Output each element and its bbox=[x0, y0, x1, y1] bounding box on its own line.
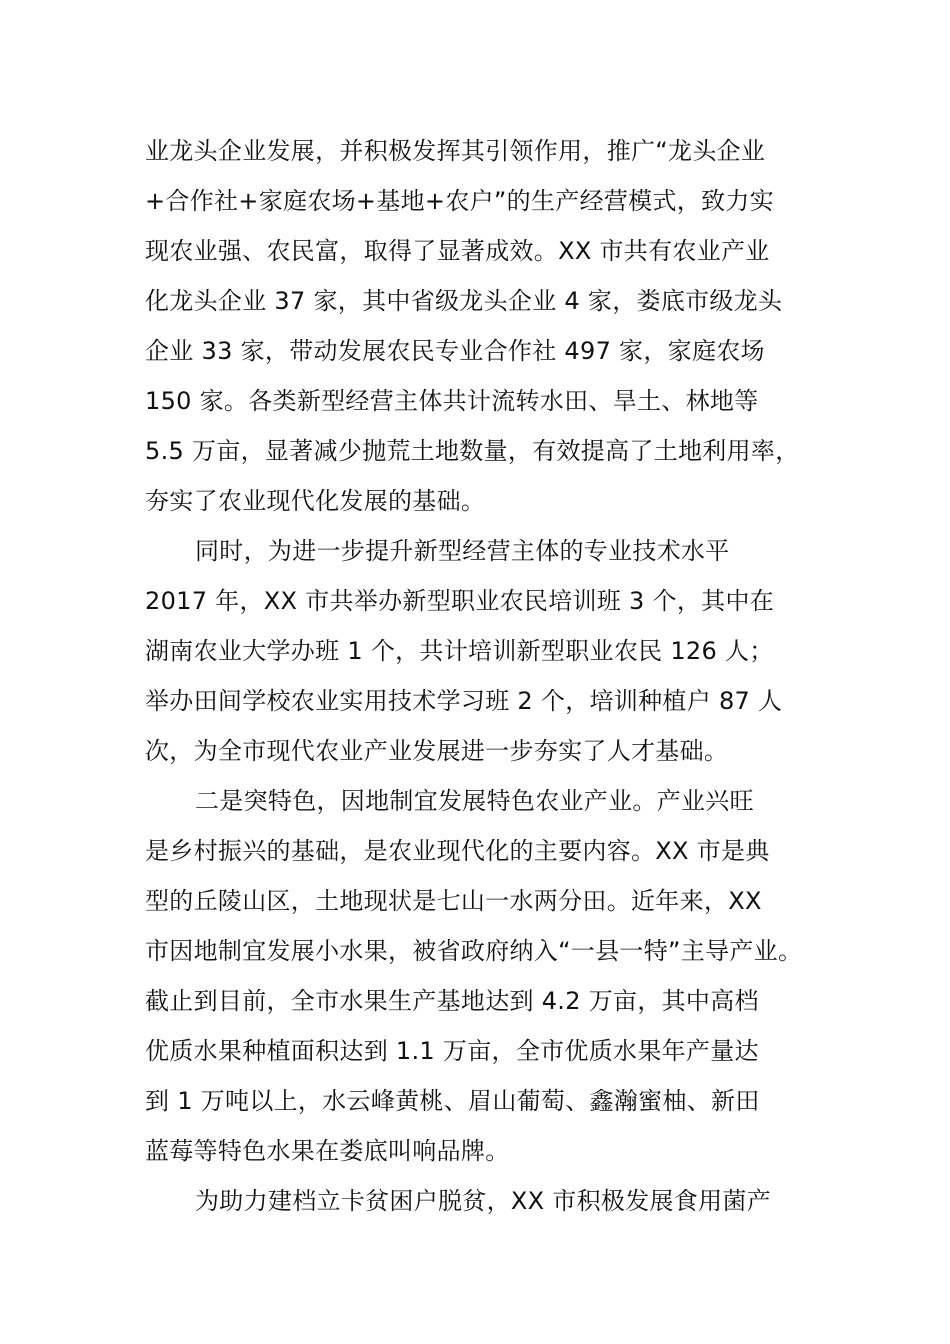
text-line: 现农业强、农民富，取得了显著成效。XX 市共有农业产业 bbox=[145, 237, 770, 265]
text-line: 蓝莓等特色水果在娄底叫响品牌。 bbox=[145, 1137, 510, 1165]
text-line: 企业 33 家，带动发展农民专业合作社 497 家，家庭农场 bbox=[145, 337, 765, 365]
text-line: 是乡村振兴的基础，是农业现代化的主要内容。XX 市是典 bbox=[145, 837, 770, 865]
text-line: +合作社+家庭农场+基地+农户”的生产经营模式，致力实 bbox=[145, 187, 774, 215]
text-line: 化龙头企业 37 家，其中省级龙头企业 4 家，娄底市级龙头 bbox=[145, 287, 783, 315]
text-line: 2017 年，XX 市共举办新型职业农民培训班 3 个，其中在 bbox=[145, 587, 775, 615]
paragraph-start-line: 为助力建档立卡贫困户脱贫，XX 市积极发展食用菌产 bbox=[195, 1187, 772, 1215]
text-line: 夯实了农业现代化发展的基础。 bbox=[145, 487, 486, 515]
text-line: 截止到目前，全市水果生产基地达到 4.2 万亩，其中高档 bbox=[145, 987, 759, 1015]
text-line: 150 家。各类新型经营主体共计流转水田、旱土、林地等 bbox=[145, 387, 759, 415]
text-line: 型的丘陵山区，土地现状是七山一水两分田。近年来，XX bbox=[145, 887, 762, 915]
text-line: 举办田间学校农业实用技术学习班 2 个，培训种植户 87 人 bbox=[145, 687, 783, 715]
body-text bbox=[145, 126, 845, 1226]
text-line: 业龙头企业发展，并积极发挥其引领作用，推广“龙头企业 bbox=[145, 137, 766, 165]
paragraph-start-line: 二是突特色，因地制宜发展特色农业产业。产业兴旺 bbox=[195, 787, 754, 815]
text-line: 优质水果种植面积达到 1.1 万亩，全市优质水果年产量达 bbox=[145, 1037, 759, 1065]
text-line: 市因地制宜发展小水果，被省政府纳入“一县一特”主导产业。 bbox=[145, 937, 803, 965]
text-line: 次，为全市现代农业产业发展进一步夯实了人才基础。 bbox=[145, 737, 729, 765]
text-line: 湖南农业大学办班 1 个，共计培训新型职业农民 126 人； bbox=[145, 637, 774, 665]
paragraph-start-line: 同时，为进一步提升新型经营主体的专业技术水平 bbox=[195, 537, 730, 565]
text-line: 5.5 万亩，显著减少抛荒土地数量，有效提高了土地利用率， bbox=[145, 437, 800, 465]
text-line: 到 1 万吨以上，水云峰黄桃、眉山葡萄、鑫瀚蜜柚、新田 bbox=[145, 1087, 760, 1115]
